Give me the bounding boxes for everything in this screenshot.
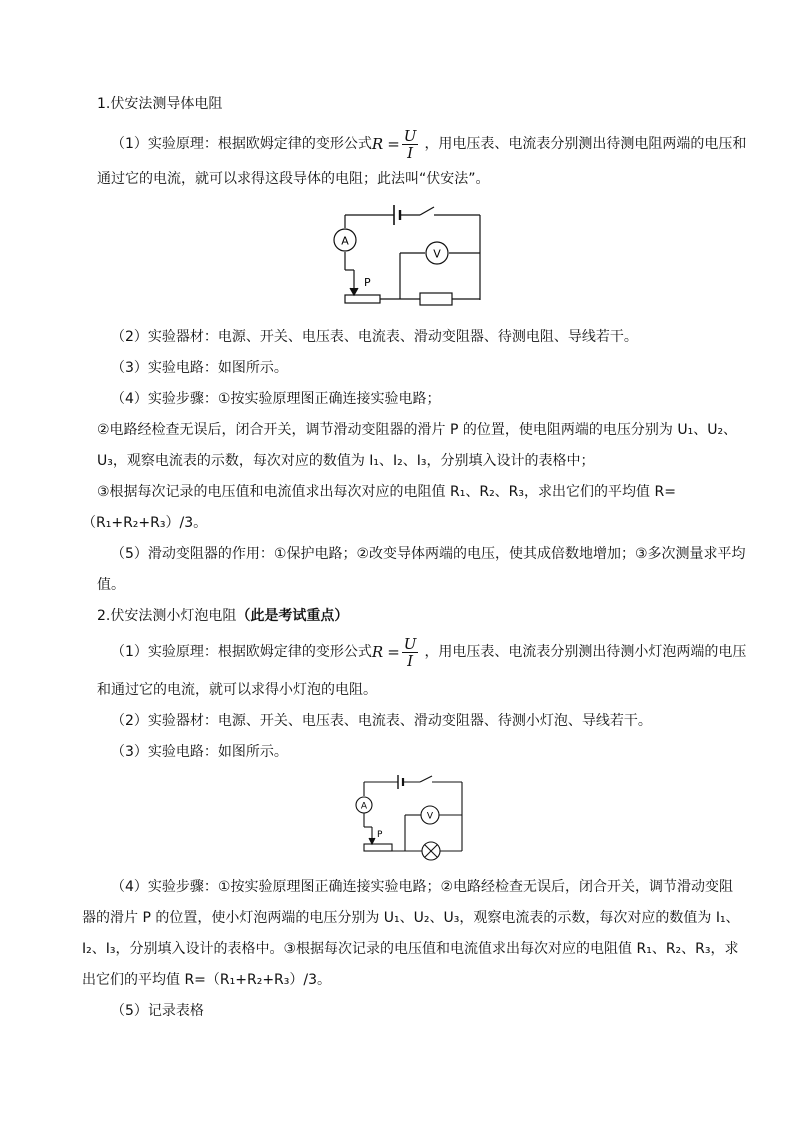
section2-equipment: （2）实验器材：电源、开关、电压表、电流表、滑动变阻器、待测小灯泡、导线若干。: [111, 713, 652, 729]
formula-fraction: [402, 128, 419, 161]
principle-suffix: ，用电压表、电流表分别测出待测小灯泡两端的电压: [424, 644, 747, 660]
section2-steps-line4: 出它们的平均值 R=（R₁+R₂+R₃）/3。: [82, 972, 332, 988]
slider-label: P: [377, 830, 383, 840]
formula-equals: =: [387, 643, 400, 661]
section2-title: [97, 606, 348, 626]
section1-rheostat-line2: 值。: [97, 577, 125, 593]
section2-principle-line2: 和通过它的电流，就可以求得小灯泡的电阻。: [97, 682, 377, 698]
circuit-diagram-2: [350, 772, 470, 862]
section1-steps-line4: ③根据每次记录的电压值和电流值求出每次对应的电阻值 R₁、R₂、R₃，求出它们的平均值 R=: [97, 484, 676, 500]
section2-title-emphasis: （此是考试重点）: [236, 608, 349, 624]
principle-prefix: （1）实验原理：根据欧姆定律的变形公式: [111, 136, 372, 152]
section2-record: （5）记录表格: [111, 1003, 204, 1019]
formula-denominator: I: [407, 143, 414, 162]
section2-steps-line1: （4）实验步骤：①按实验原理图正确连接实验电路；②电路经检查无误后，闭合开关，调节滑动变阻: [111, 879, 734, 895]
principle-suffix: ，用电压表、电流表分别测出待测电阻两端的电压和: [424, 136, 747, 152]
ammeter-label: A: [360, 801, 368, 812]
formula-equals: =: [387, 135, 400, 153]
section1-circuit: （3）实验电路：如图所示。: [111, 360, 288, 376]
voltmeter-label: V: [426, 811, 434, 822]
section1-rheostat-line1: （5）滑动变阻器的作用：①保护电路；②改变导体两端的电压，使其成倍数地增加；③多次测量求平均: [111, 546, 746, 562]
section2-steps-line2: 器的滑片 P 的位置，使小灯泡两端的电压分别为 U₁、U₂、U₃，观察电流表的示数，每次对应的数值为 I₁、: [82, 910, 740, 926]
principle-prefix: （1）实验原理：根据欧姆定律的变形公式: [111, 644, 372, 660]
formula-r: R: [371, 643, 384, 661]
section1-equipment: （2）实验器材：电源、开关、电压表、电流表、滑动变阻器、待测电阻、导线若干。: [111, 329, 638, 345]
ammeter-label: A: [341, 234, 349, 248]
section1-steps-line1: （4）实验步骤：①按实验原理图正确连接实验电路；: [111, 391, 441, 407]
section2-principle-line1: [111, 632, 746, 672]
formula-numerator: U: [403, 126, 417, 145]
section1-steps-line2: ②电路经检查无误后，闭合开关，调节滑动变阻器的滑片 P 的位置，使电阻两端的电压分别为 U₁、U₂、: [97, 422, 738, 438]
section2-steps-line3: I₂、I₃，分别填入设计的表格中。③根据每次记录的电压值和电流值求出每次对应的电阻值 R₁、R₂、R₃，求: [82, 941, 739, 957]
section2-circuit: （3）实验电路：如图所示。: [111, 744, 288, 760]
section1-steps-line3: U₃，观察电流表的示数，每次对应的数值为 I₁、I₂、I₃，分别填入设计的表格中；: [97, 453, 595, 469]
formula-numerator: U: [403, 634, 417, 653]
formula-denominator: I: [407, 651, 414, 670]
section2-title-plain: 2.伏安法测小灯泡电阻: [97, 608, 237, 624]
slider-label: P: [364, 276, 371, 289]
circuit-diagram-1: [330, 200, 490, 310]
section1-title: 1.伏安法测导体电阻: [97, 96, 223, 112]
section1-principle-line2: 通过它的电流，就可以求得这段导体的电阻；此法叫“伏安法”。: [97, 171, 490, 187]
voltmeter-label: V: [433, 247, 441, 261]
section1-steps-line5: （R₁+R₂+R₃）/3。: [82, 515, 208, 531]
section1-principle-line1: [111, 124, 746, 164]
formula-r: R: [371, 135, 384, 153]
formula-fraction: [402, 636, 419, 669]
